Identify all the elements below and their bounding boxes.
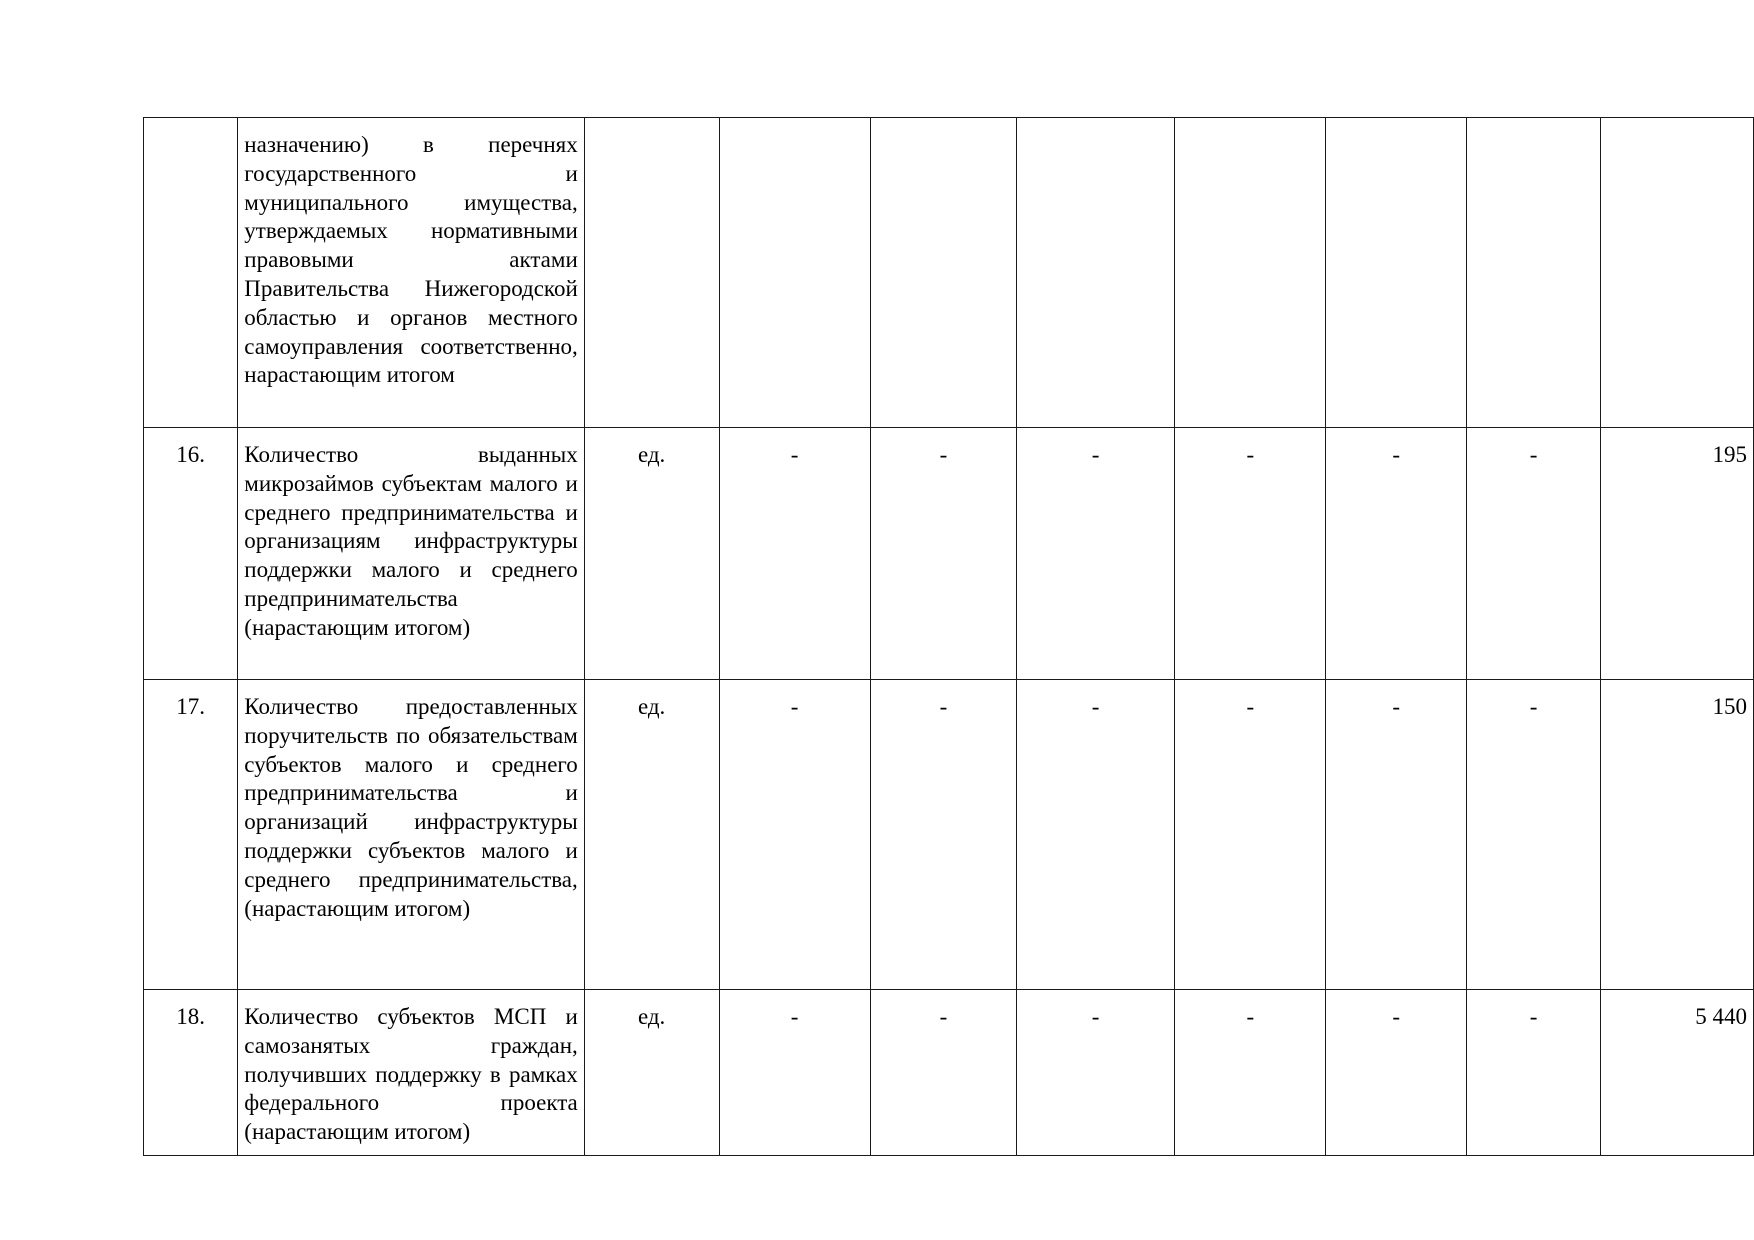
value-cell: -: [870, 990, 1016, 1156]
table-row: [144, 428, 1754, 680]
target-value-cell: 5 440: [1601, 990, 1754, 1156]
value-cell: -: [1326, 990, 1466, 1156]
value-cell: -: [870, 680, 1016, 990]
indicator-name: Количество предоставленных поручительств по обязательствам субъектов малого и среднего предпринимательства и организаций инфраструктуры поддержки субъектов малого и среднего предпринимательства, (нарастающим итогом): [244, 694, 578, 921]
indicators-table: [143, 117, 1754, 1156]
value-cell: -: [719, 428, 870, 680]
value-cell: [1466, 118, 1600, 428]
value-cell: -: [1326, 680, 1466, 990]
table-row: [144, 990, 1754, 1156]
indicator-name-cell: [238, 118, 584, 428]
value-cell: [719, 118, 870, 428]
value-cell: -: [719, 990, 870, 1156]
unit-cell: [584, 118, 719, 428]
value-cell: -: [1466, 428, 1600, 680]
value-cell: -: [1175, 680, 1326, 990]
indicator-name-cell: [238, 990, 584, 1156]
value-cell: [1017, 118, 1175, 428]
unit-cell: ед.: [584, 428, 719, 680]
value-cell: -: [1017, 428, 1175, 680]
table-row: [144, 680, 1754, 990]
target-value-cell: 195: [1601, 428, 1754, 680]
target-value-cell: 150: [1601, 680, 1754, 990]
unit-cell: ед.: [584, 680, 719, 990]
indicator-name: Количество субъектов МСП и самозанятых граждан, получивших поддержку в рамках федерального проекта (нарастающим итогом): [244, 1004, 578, 1145]
row-number-cell: 17.: [144, 680, 238, 990]
value-cell: -: [1017, 680, 1175, 990]
value-cell: -: [1326, 428, 1466, 680]
value-cell: -: [1466, 680, 1600, 990]
unit-cell: ед.: [584, 990, 719, 1156]
indicator-name-cell: [238, 428, 584, 680]
row-number-cell: 18.: [144, 990, 238, 1156]
value-cell: -: [1175, 428, 1326, 680]
value-cell: -: [870, 428, 1016, 680]
value-cell: [1326, 118, 1466, 428]
value-cell: [870, 118, 1016, 428]
value-cell: -: [1466, 990, 1600, 1156]
row-number-cell: 16.: [144, 428, 238, 680]
value-cell: -: [1017, 990, 1175, 1156]
value-cell: -: [1175, 990, 1326, 1156]
value-cell: -: [719, 680, 870, 990]
indicator-name: Количество выданных микрозаймов субъектам малого и среднего предпринимательства и организациям инфраструктуры поддержки малого и среднего предпринимательства (нарастающим итогом): [244, 442, 578, 640]
indicator-name: назначению) в перечнях государственного и муниципального имущества, утверждаемых нормативными правовыми актами Правительства Нижегородской областью и органов местного самоуправления соответственно, нарастающим итогом: [244, 132, 578, 388]
row-number-cell: [144, 118, 238, 428]
table-row: [144, 118, 1754, 428]
target-value-cell: [1601, 118, 1754, 428]
value-cell: [1175, 118, 1326, 428]
indicator-name-cell: [238, 680, 584, 990]
